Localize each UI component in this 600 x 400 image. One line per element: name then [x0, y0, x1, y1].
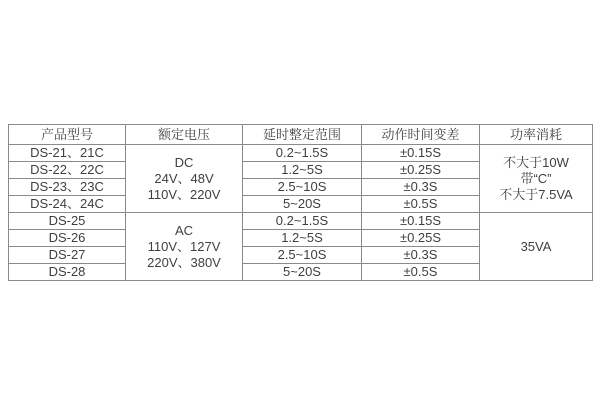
cell-model: DS-24、24C: [9, 196, 126, 213]
cell-delay-range: 1.2~5S: [243, 162, 362, 179]
cell-delay-range: 0.2~1.5S: [243, 213, 362, 230]
cell-power-group-1: [480, 145, 593, 213]
power-line: 不大于10W: [503, 154, 569, 170]
voltage-line: 110V、220V: [147, 186, 221, 202]
header-delay-setting-range: 延时整定范围: [243, 125, 362, 145]
power-line: 不大于7.5VA: [499, 186, 573, 202]
power-line: 带“C”: [520, 170, 552, 186]
cell-power-group-2: [480, 213, 593, 281]
cell-time-variation: ±0.5S: [362, 196, 480, 213]
voltage-line: 110V、127V: [147, 238, 221, 254]
cell-delay-range: 0.2~1.5S: [243, 145, 362, 162]
voltage-line: 24V、48V: [154, 170, 214, 186]
cell-delay-range: 1.2~5S: [243, 230, 362, 247]
cell-time-variation: ±0.15S: [362, 213, 480, 230]
cell-time-variation: ±0.3S: [362, 247, 480, 264]
cell-delay-range: 2.5~10S: [243, 179, 362, 196]
cell-model: DS-26: [9, 230, 126, 247]
cell-voltage-dc-group: [126, 145, 243, 213]
table-row: [9, 213, 593, 230]
header-power-consumption: 功率消耗: [480, 125, 593, 145]
cell-delay-range: 5~20S: [243, 196, 362, 213]
cell-delay-range: 5~20S: [243, 264, 362, 281]
cell-delay-range: 2.5~10S: [243, 247, 362, 264]
voltage-line: DC: [174, 154, 194, 170]
voltage-line: 220V、380V: [147, 254, 221, 270]
cell-time-variation: ±0.25S: [362, 230, 480, 247]
header-rated-voltage: 额定电压: [126, 125, 243, 145]
cell-model: DS-27: [9, 247, 126, 264]
cell-time-variation: ±0.3S: [362, 179, 480, 196]
spec-table-container: [8, 124, 592, 281]
cell-voltage-ac-group: [126, 213, 243, 281]
power-line: 35VA: [520, 238, 552, 254]
cell-model: DS-25: [9, 213, 126, 230]
voltage-line: AC: [174, 222, 194, 238]
header-product-model: 产品型号: [9, 125, 126, 145]
table-row: [9, 145, 593, 162]
cell-time-variation: ±0.5S: [362, 264, 480, 281]
table-header-row: [9, 125, 593, 145]
cell-time-variation: ±0.25S: [362, 162, 480, 179]
relay-spec-table: [8, 124, 593, 281]
cell-model: DS-22、22C: [9, 162, 126, 179]
cell-model: DS-23、23C: [9, 179, 126, 196]
header-action-time-variation: 动作时间变差: [362, 125, 480, 145]
cell-time-variation: ±0.15S: [362, 145, 480, 162]
cell-model: DS-21、21C: [9, 145, 126, 162]
cell-model: DS-28: [9, 264, 126, 281]
